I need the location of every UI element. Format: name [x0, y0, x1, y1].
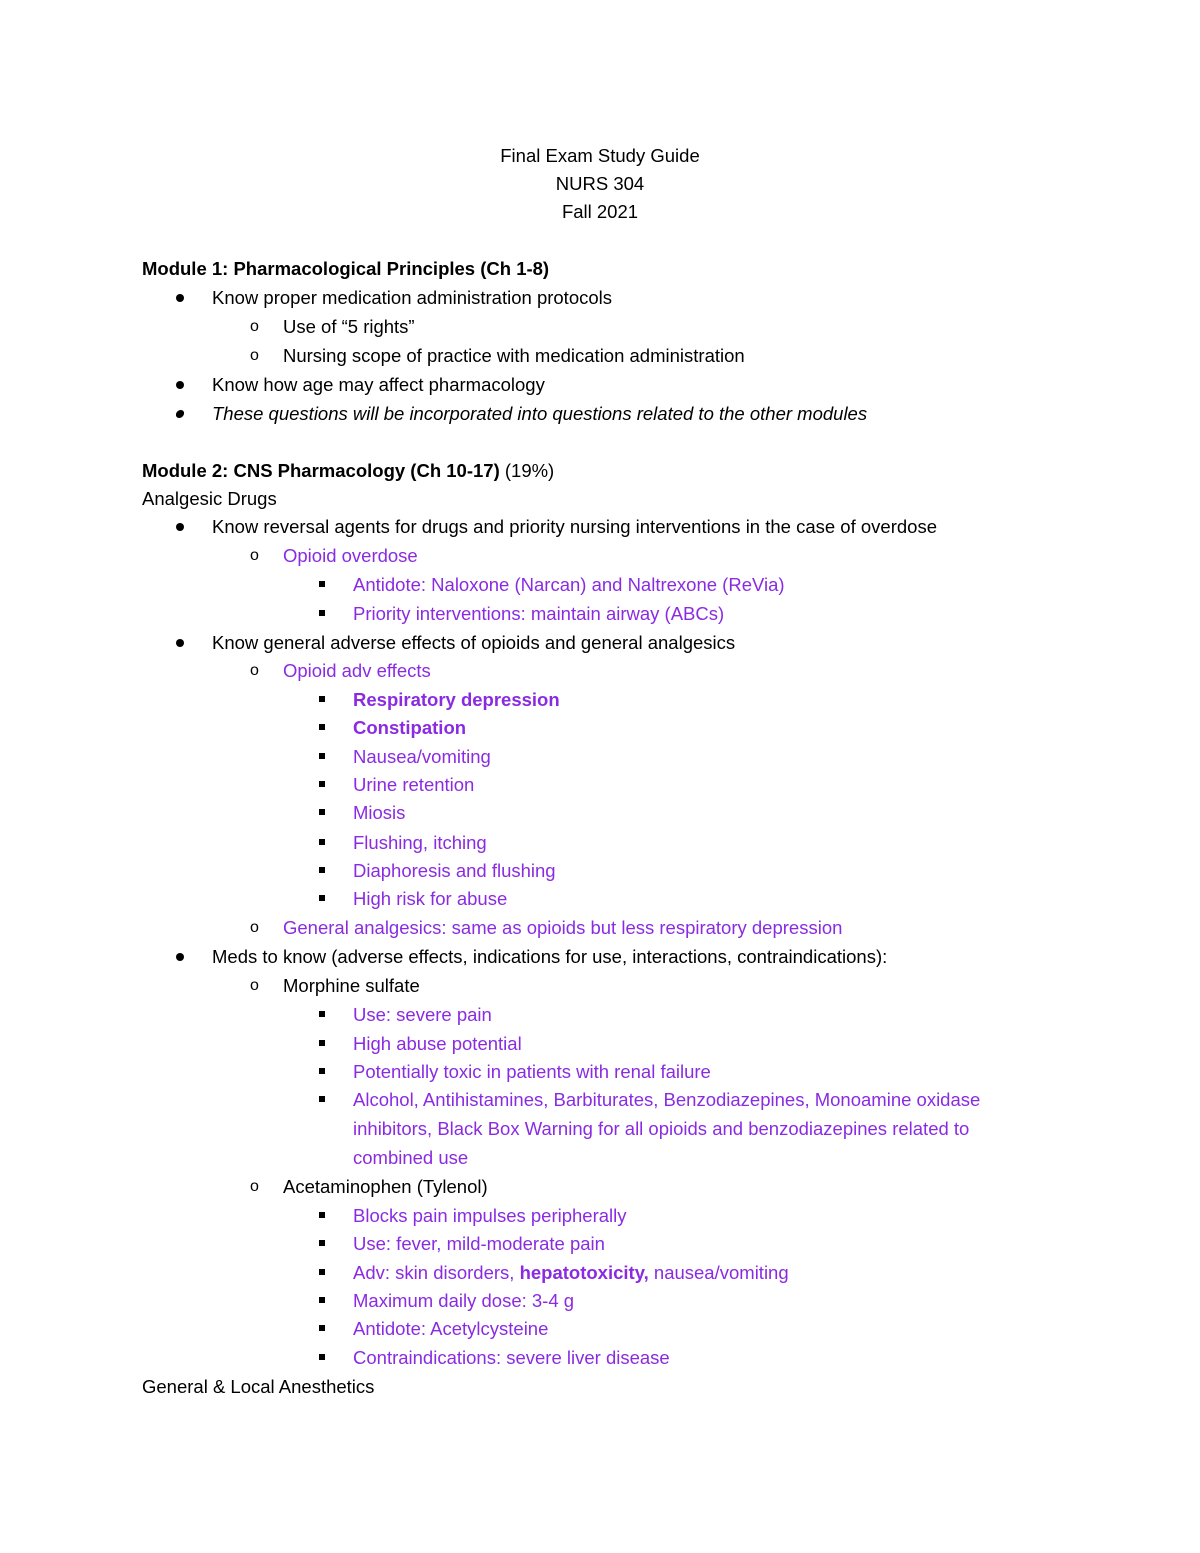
bullet-marker	[176, 953, 184, 961]
square-marker	[319, 1269, 325, 1275]
section-heading: General & Local Anesthetics	[142, 1376, 375, 1397]
drug-detail: Potentially toxic in patients with renal failure	[353, 1061, 711, 1082]
module2-subitem: General analgesics: same as opioids but less respiratory depression	[283, 917, 843, 938]
drug-detail: Use: fever, mild-moderate pain	[353, 1233, 605, 1254]
drug-detail: Use: severe pain	[353, 1004, 492, 1025]
drug-detail: Contraindications: severe liver disease	[353, 1347, 670, 1368]
adverse-effect-item: Miosis	[353, 802, 406, 823]
circle-marker: o	[250, 1178, 259, 1195]
adverse-effect-item: Constipation	[353, 717, 467, 738]
circle-marker: o	[250, 919, 259, 936]
adverse-effect-item: Nausea/vomiting	[353, 746, 491, 767]
bullet-marker	[176, 381, 184, 389]
square-marker	[319, 839, 325, 845]
module2-item: Know general adverse effects of opioids and general analgesics	[212, 632, 736, 653]
adverse-effect-item: High risk for abuse	[353, 888, 508, 909]
bullet-marker	[176, 523, 184, 531]
square-marker	[319, 581, 325, 587]
square-marker	[319, 724, 325, 730]
drug-detail: Maximum daily dose: 3-4 g	[353, 1290, 575, 1311]
square-marker	[319, 1011, 325, 1017]
drug-interactions-line2: inhibitors, Black Box Warning for all opioids and benzodiazepines related to	[353, 1118, 970, 1139]
bullet-marker	[176, 294, 184, 302]
square-marker	[319, 610, 325, 616]
module2-heading-line	[142, 460, 554, 482]
adverse-effect-item: Diaphoresis and flushing	[353, 860, 556, 881]
adverse-bold: hepatotoxicity,	[519, 1262, 649, 1283]
square-marker	[319, 895, 325, 901]
square-marker	[319, 696, 325, 702]
square-marker	[319, 1354, 325, 1360]
section-heading: Analgesic Drugs	[142, 488, 277, 509]
module2-weight: (19%)	[499, 460, 555, 481]
adverse-suffix: nausea/vomiting	[648, 1262, 789, 1283]
circle-marker: o	[250, 547, 259, 564]
drug-adverse-line	[353, 1262, 789, 1284]
module2-subitem: Opioid overdose	[283, 545, 418, 566]
module2-subsubitem: Antidote: Naloxone (Narcan) and Naltrexone (ReVia)	[353, 574, 785, 595]
module2-heading: Module 2: CNS Pharmacology (Ch 10-17)	[142, 460, 500, 481]
drug-detail: Blocks pain impulses peripherally	[353, 1205, 627, 1226]
square-marker	[319, 1240, 325, 1246]
adverse-effect-item: Flushing, itching	[353, 832, 487, 853]
drug-name: Acetaminophen (Tylenol)	[283, 1176, 488, 1197]
adverse-effect-item: Respiratory depression	[353, 689, 560, 710]
drug-interactions-line3: combined use	[353, 1147, 469, 1168]
module2-item: Know reversal agents for drugs and priority nursing interventions in the case of overdose	[212, 516, 937, 537]
square-marker	[319, 1297, 325, 1303]
drug-detail: Antidote: Acetylcysteine	[353, 1318, 549, 1339]
module2-subsubitem: Priority interventions: maintain airway (ABCs)	[353, 603, 725, 624]
module1-subitem: Use of “5 rights”	[283, 316, 415, 337]
circle-marker: o	[250, 662, 259, 679]
drug-interactions-line1: Alcohol, Antihistamines, Barbiturates, Benzodiazepines, Monoamine oxidase	[353, 1089, 981, 1110]
square-marker	[319, 1325, 325, 1331]
module1-heading: Module 1: Pharmacological Principles (Ch 1-8)	[142, 258, 550, 279]
circle-marker: o	[250, 347, 259, 364]
circle-marker: o	[250, 318, 259, 335]
module2-subitem: Opioid adv effects	[283, 660, 431, 681]
drug-detail: High abuse potential	[353, 1033, 522, 1054]
square-marker	[319, 1040, 325, 1046]
doc-title: Final Exam Study Guide	[500, 145, 700, 166]
square-marker	[319, 753, 325, 759]
square-marker	[319, 781, 325, 787]
circle-marker: o	[250, 977, 259, 994]
square-marker	[319, 1212, 325, 1218]
module2-item: Meds to know (adverse effects, indications for use, interactions, contraindications):	[212, 946, 888, 967]
term: Fall 2021	[561, 201, 639, 222]
module1-item: Know how age may affect pharmacology	[212, 374, 545, 395]
drug-name: Morphine sulfate	[283, 975, 420, 996]
bullet-marker	[176, 639, 184, 647]
square-marker	[319, 809, 325, 815]
adverse-prefix: Adv: skin disorders,	[353, 1262, 520, 1283]
square-marker	[319, 1096, 325, 1102]
square-marker	[319, 1068, 325, 1074]
square-marker	[319, 867, 325, 873]
course-code: NURS 304	[555, 173, 645, 194]
module1-note: These questions will be incorporated into questions related to the other modules	[212, 403, 868, 424]
module1-subitem: Nursing scope of practice with medication administration	[283, 345, 745, 366]
bullet-marker	[175, 410, 185, 418]
module1-item: Know proper medication administration protocols	[212, 287, 613, 308]
adverse-effect-item: Urine retention	[353, 774, 475, 795]
